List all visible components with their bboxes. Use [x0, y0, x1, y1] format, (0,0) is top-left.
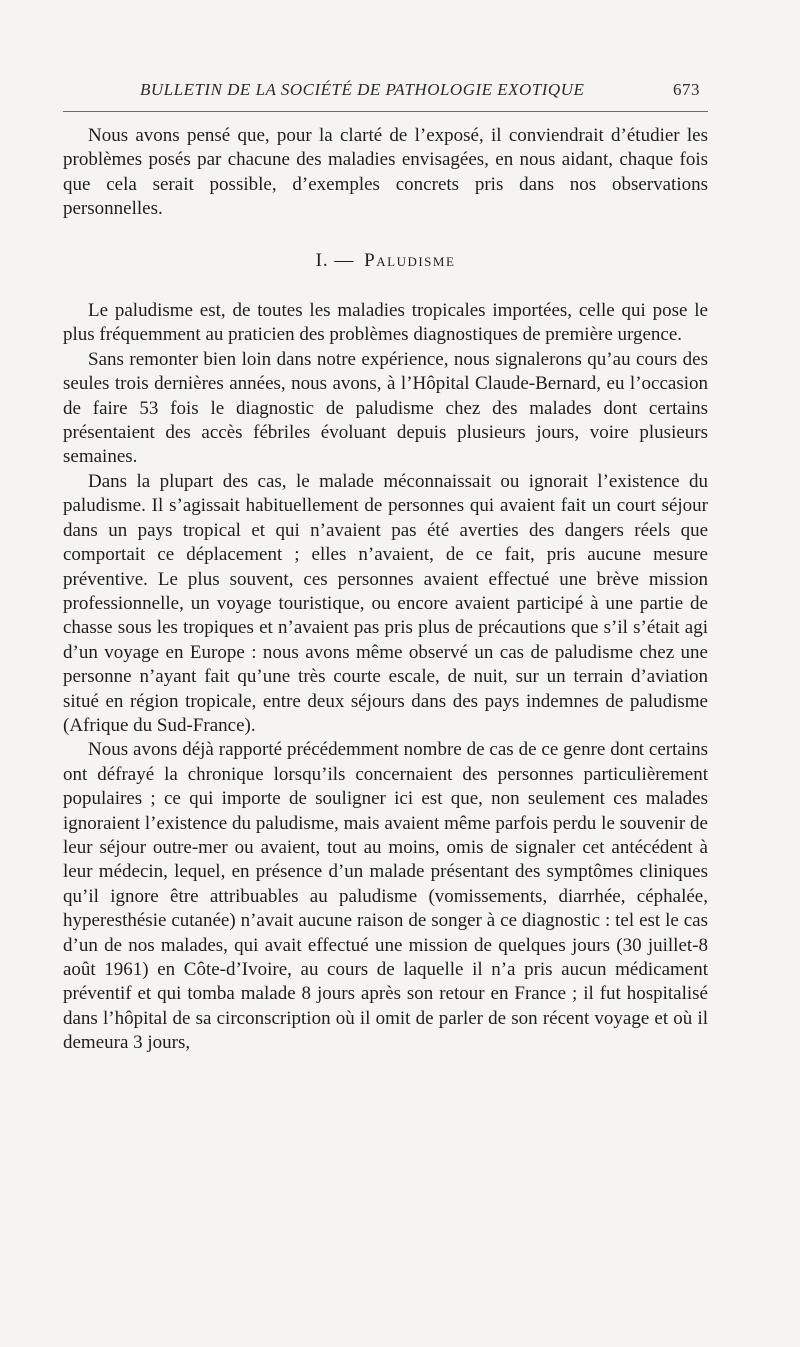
- paragraph: Nous avons déjà rapporté précédemment nombre de cas de ce genre dont certains ont défrayé la chronique lorsqu’ils concernaient des personnes particulièrement populaires ; ce qui importe de souligner ici est que, non seulement ces malades ignoraient l’existence du paludisme, mais avaient même parfois perdu le souvenir de leur séjour outre-mer ou avaient, tout au moins, omis de signaler cet antécédent à leur médecin, lequel, en présence d’un malade présentant des symptômes cliniques qu’il ignore être attribuables au paludisme (vomissements, diarrhée, céphalée, hyperesthésie cutanée) n’avait aucune raison de songer à ce diagnostic : tel est le cas d’un de nos malades, qui avait effectué une mission de quelques jours (30 juillet-8 août 1961) en Côte-d’Ivoire, au cours de laquelle il n’a pris aucun médicament préventif et qui tomba malade 8 jours après son retour en France ; il fut hospitalisé dans l’hôpital de sa circonscription où il omit de parler de son récent voyage et où il demeura 3 jours,: [63, 739, 708, 1054]
- section-number: I. —: [315, 249, 355, 271]
- paragraph-intro: Nous avons pensé que, pour la clarté de l’exposé, il conviendrait d’étudier les problèmes posés par chacune des maladies envisagées, en nous aidant, chaque fois que cela serait possible, d’exemples concrets pris dans nos observations personnelles.: [63, 125, 708, 220]
- journal-title: BULLETIN DE LA SOCIÉTÉ DE PATHOLOGIE EXOTIQUE: [140, 80, 585, 99]
- paragraph: Le paludisme est, de toutes les maladies tropicales importées, celle qui pose le plus fréquemment au praticien des problèmes diagnostiques de première urgence.: [63, 300, 708, 346]
- paragraph: Dans la plupart des cas, le malade méconnaissait ou ignorait l’existence du paludisme. Il s’agissait habituellement de personnes qui avaient fait un court séjour dans un pays tropical et qui n’avaient pas été averties des dangers réels que comportait ce déplacement ; elles n’avaient, de ce fait, pris aucune mesure préventive. Le plus souvent, ces personnes avaient effectué une brève mission professionnelle, un voyage touristique, ou encore avaient participé à une partie de chasse sous les tropiques et n’avaient pas pris plus de précautions que s’il s’était agi d’un voyage en Europe : nous avons même observé un cas de paludisme chez une personne n’ayant fait qu’une très courte escale, de nuit, sur un terrain d’aviation situé en région tropicale, entre deux séjours dans des pays indemnes de paludisme (Afrique du Sud-France).: [63, 470, 708, 736]
- paragraph: Sans remonter bien loin dans notre expérience, nous signalerons qu’au cours des seules trois dernières années, nous avons, à l’Hôpital Claude-Bernard, eu l’occasion de faire 53 fois le diagnostic de paludisme chez des malades dont certains présentaient des accès fébriles évoluant depuis plusieurs jours, voire plusieurs semaines.: [63, 348, 708, 468]
- page-number: 673: [673, 80, 700, 99]
- header-rule: [63, 111, 708, 112]
- section-title: Paludisme: [364, 249, 456, 271]
- body-text: [63, 124, 708, 1056]
- section-heading: [63, 249, 708, 273]
